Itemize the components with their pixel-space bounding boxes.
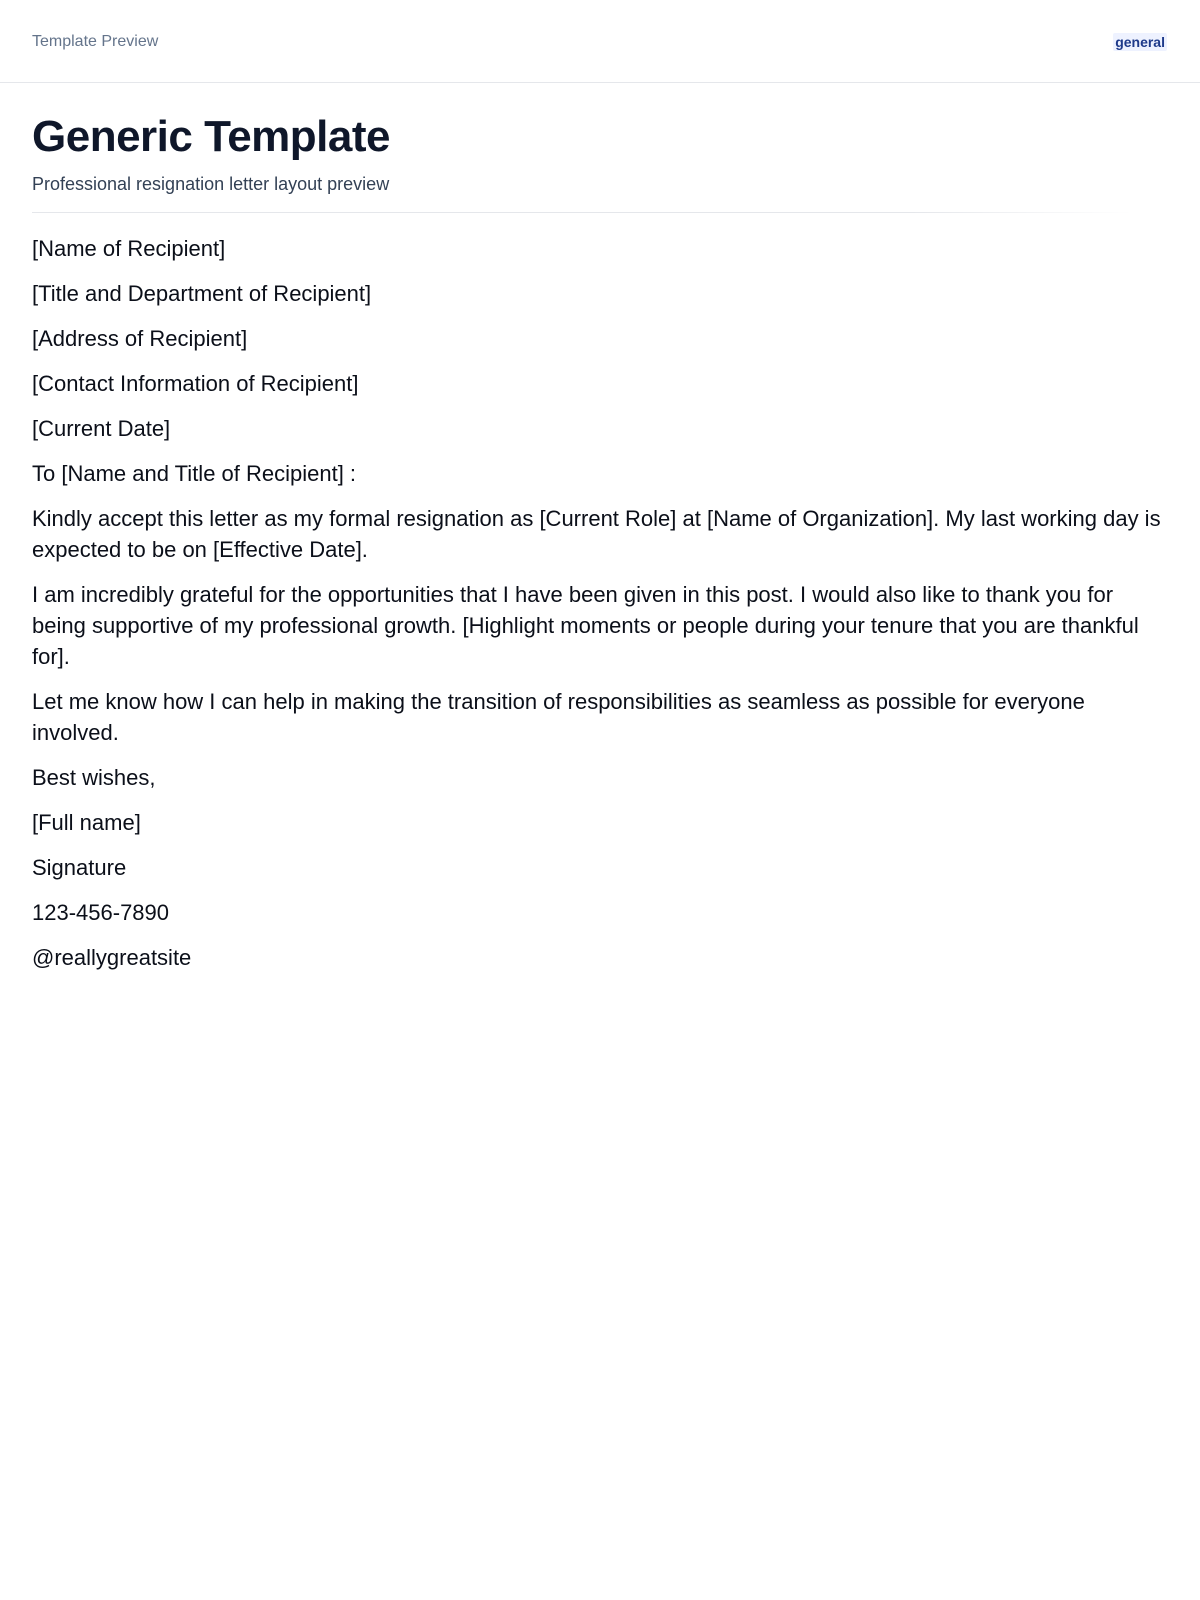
signature: Signature — [32, 855, 127, 880]
full-name: [Full name] — [32, 810, 141, 835]
header-title: Template Preview — [32, 33, 159, 50]
page-title: Generic Template — [32, 112, 390, 161]
phone-number: 123-456-7890 — [32, 900, 170, 925]
template-preview-main — [0, 111, 1200, 973]
top-bar — [0, 0, 1200, 83]
recipient-name: [Name of Recipient] — [32, 236, 226, 261]
recipient-title: [Title and Department of Recipient] — [32, 281, 372, 306]
letter-paragraph: Kindly accept this letter as my formal resignation as [Current Role] at [Name of Organization]. My last working day is expected to be on [Effective Date]. — [32, 506, 1161, 562]
closing: Best wishes, — [32, 765, 156, 790]
category-badge[interactable]: general — [1115, 34, 1165, 50]
recipient-address: [Address of Recipient] — [32, 326, 248, 351]
website-handle: @reallygreatsite — [32, 945, 192, 970]
recipient-contact: [Contact Information of Recipient] — [32, 371, 359, 396]
title-divider — [32, 212, 1132, 213]
letter-body — [32, 233, 1172, 973]
letter-date: [Current Date] — [32, 416, 171, 441]
letter-paragraph: I am incredibly grateful for the opportunities that I have been given in this post. I would also like to thank you for being supportive of my professional growth. [Highlight moments or people during your tenure that you are thankful for]. — [32, 582, 1139, 669]
letter-paragraph: Let me know how I can help in making the transition of responsibilities as seamless as possible for everyone involved. — [32, 689, 1085, 745]
page-subtitle: Professional resignation letter layout preview — [32, 174, 390, 194]
salutation: To [Name and Title of Recipient] : — [32, 461, 357, 486]
